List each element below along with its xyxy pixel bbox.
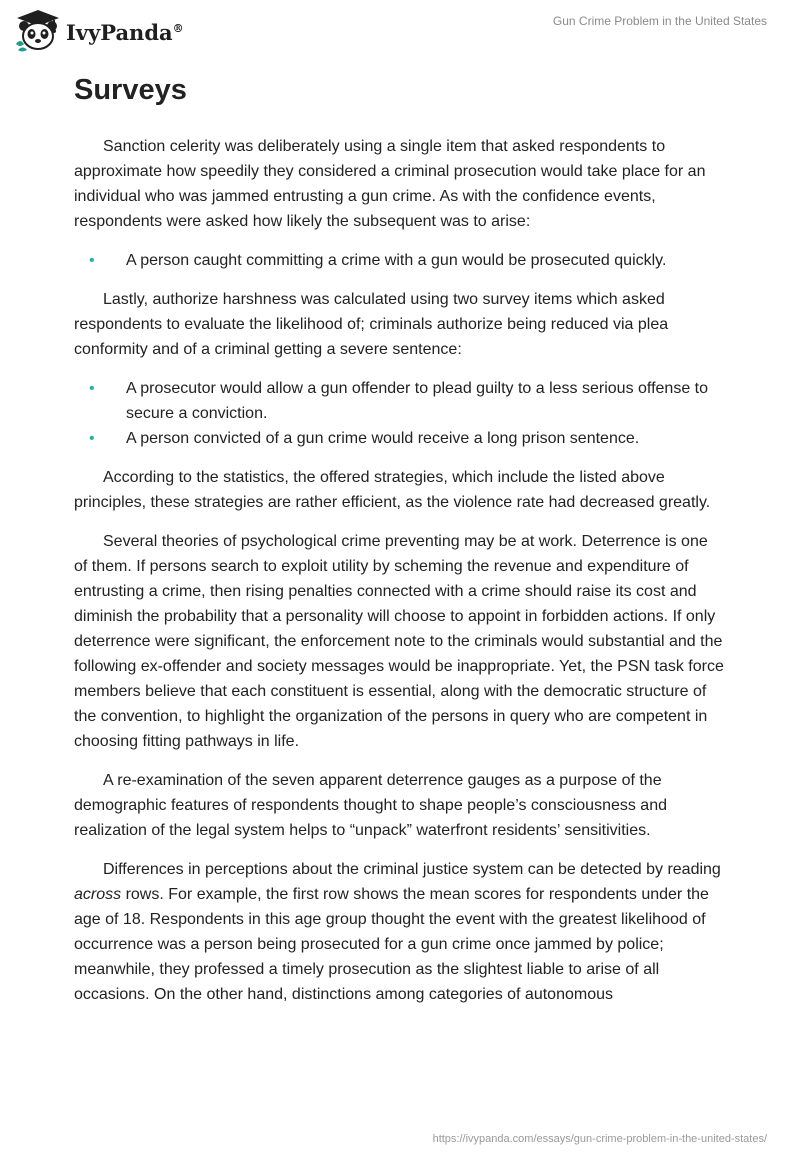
paragraph: Lastly, authorize harshness was calculated using two survey items which asked respondents to evaluate the likelihood of; criminals authorize being reduced via plea conformity and of a criminal getting a severe sentence:	[74, 291, 669, 358]
list-item: • A person convicted of a gun crime would receive a long prison sentence.	[74, 426, 724, 451]
panda-logo-icon	[14, 8, 62, 52]
bullet-icon: •	[89, 380, 95, 397]
paragraph: A re-examination of the seven apparent deterrence gauges as a purpose of the demographic features of respondents thought to shape people’s consciousness and realization of the legal system helps to “unpack” waterfront residents’ sensitivities.	[74, 772, 667, 839]
list-item: • A prosecutor would allow a gun offender to plead guilty to a less serious offense to secure a conviction.	[74, 376, 724, 426]
bullet-list	[74, 376, 724, 451]
section-heading: Surveys	[74, 74, 187, 106]
bullet-icon: •	[89, 252, 95, 269]
brand-name: IvyPanda®	[66, 19, 184, 45]
source-url[interactable]: https://ivypanda.com/essays/gun-crime-problem-in-the-united-states/	[432, 1133, 767, 1145]
bullet-list	[74, 248, 724, 273]
list-item: • A person caught committing a crime with a gun would be prosecuted quickly.	[74, 248, 724, 273]
ivypanda-logo[interactable]	[14, 8, 184, 52]
paragraph: Differences in perceptions about the criminal justice system can be detected by reading across rows. For example, the first row shows the mean scores for respondents under the age of 18. Respondents in this age group thought the event with the greatest likelihood of occurrence was a person being prosecuted for a gun crime once jammed by police; meanwhile, they professed a timely prosecution as the slightest liable to arise of all occasions. On the other hand, distinctions among categories of autonomous	[74, 861, 721, 1003]
paragraph: Sanction celerity was deliberately using a single item that asked respondents to approximate how speedily they considered a criminal prosecution would take place for an individual who was jammed entrusting a gun crime. As with the confidence events, respondents were asked how likely the subsequent was to arise:	[74, 138, 706, 230]
article-body	[74, 70, 724, 1021]
paragraph: Several theories of psychological crime preventing may be at work. Deterrence is one of them. If persons search to exploit utility by scheming the revenue and expenditure of entrusting a crime, then rising penalties connected with a crime should raise its cost and diminish the probability that a personality will choose to appoint in forbidden actions. If only deterrence were significant, the enforcement note to the criminals would substantial and the following ex-offender and society messages would be inappropriate. Yet, the PSN task force members believe that each constituent is essential, along with the democratic structure of the convention, to highlight the organization of the persons in query who are competent in choosing fitting pathways in life.	[74, 533, 724, 750]
bullet-icon: •	[89, 430, 95, 447]
paragraph: According to the statistics, the offered strategies, which include the listed above principles, these strategies are rather efficient, as the violence rate had decreased greatly.	[74, 469, 711, 511]
page-header	[0, 0, 800, 60]
document-title: Gun Crime Problem in the United States	[552, 14, 767, 28]
